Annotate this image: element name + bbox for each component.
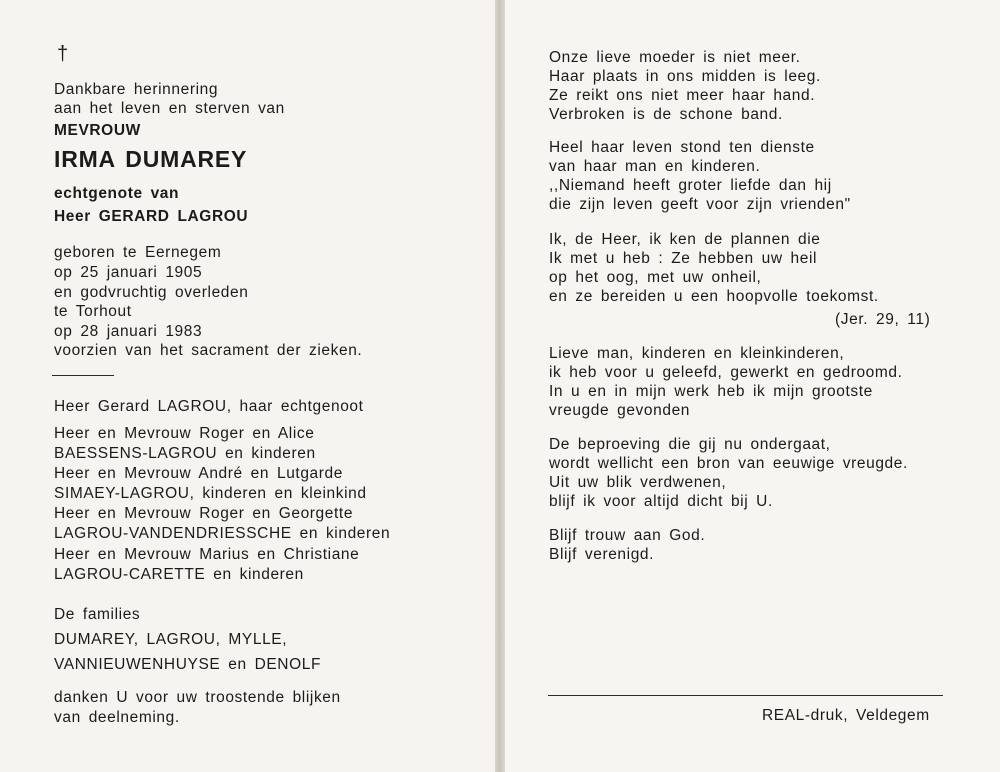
poem-line: ,,Niemand heeft groter liefde dan hij bbox=[549, 177, 832, 194]
fold-crease bbox=[495, 0, 505, 772]
poem-line: Haar plaats in ons midden is leeg. bbox=[549, 68, 821, 85]
family-line: Heer en Mevrouw Roger en Alice bbox=[54, 425, 315, 442]
poem-line: De beproeving die gij nu ondergaat, bbox=[549, 436, 831, 453]
life-line: op 28 januari 1983 bbox=[54, 323, 203, 340]
poem-line: In u en in mijn werk heb ik mijn grootste bbox=[549, 383, 873, 400]
families-line: De families bbox=[54, 606, 141, 623]
poem-line: wordt wellicht een bron van eeuwige vreugde. bbox=[549, 455, 908, 472]
bible-citation: (Jer. 29, 11) bbox=[835, 311, 931, 328]
family-line: SIMAEY-LAGROU, kinderen en kleinkind bbox=[54, 485, 367, 502]
footer-rule bbox=[548, 695, 943, 696]
left-panel bbox=[0, 0, 495, 772]
family-line: LAGROU-VANDENDRIESSCHE en kinderen bbox=[54, 525, 391, 542]
family-line: Heer en Mevrouw Roger en Georgette bbox=[54, 505, 354, 522]
poem-line: Lieve man, kinderen en kleinkinderen, bbox=[549, 345, 845, 362]
poem-line: ik heb voor u geleefd, gewerkt en gedroomd. bbox=[549, 364, 903, 381]
family-line: Heer en Mevrouw Marius en Christiane bbox=[54, 546, 360, 563]
poem-line: op het oog, met uw onheil, bbox=[549, 269, 762, 286]
intro-line: Dankbare herinnering bbox=[54, 81, 219, 98]
cross-symbol: † bbox=[57, 43, 69, 65]
life-line: geboren te Eernegem bbox=[54, 244, 222, 261]
family-line: Heer en Mevrouw André en Lutgarde bbox=[54, 465, 343, 482]
poem-line: Ze reikt ons niet meer haar hand. bbox=[549, 87, 816, 104]
poem-line: en ze bereiden u een hoopvolle toekomst. bbox=[549, 288, 879, 305]
families-line: VANNIEUWENHUYSE en DENOLF bbox=[54, 656, 322, 673]
poem-line: Ik, de Heer, ik ken de plannen die bbox=[549, 231, 821, 248]
life-line: voorzien van het sacrament der zieken. bbox=[54, 342, 363, 359]
honorific-title: MEVROUW bbox=[54, 122, 141, 139]
life-line: en godvruchtig overleden bbox=[54, 284, 249, 301]
divider bbox=[52, 375, 114, 376]
thanks-line: danken U voor uw troostende blijken bbox=[54, 689, 341, 706]
poem-line: Heel haar leven stond ten dienste bbox=[549, 139, 815, 156]
poem-line: Verbroken is de schone band. bbox=[549, 106, 783, 123]
right-panel bbox=[505, 0, 1000, 772]
printer-credit: REAL-druk, Veldegem bbox=[762, 707, 930, 724]
poem-line: van haar man en kinderen. bbox=[549, 158, 761, 175]
life-line: op 25 januari 1905 bbox=[54, 264, 203, 281]
life-line: te Torhout bbox=[54, 303, 132, 320]
spouse-intro: echtgenote van bbox=[54, 185, 180, 202]
family-line: LAGROU-CARETTE en kinderen bbox=[54, 566, 304, 583]
poem-line: vreugde gevonden bbox=[549, 402, 691, 419]
poem-line: Uit uw blik verdwenen, bbox=[549, 474, 727, 491]
poem-line: Onze lieve moeder is niet meer. bbox=[549, 49, 801, 66]
thanks-line: van deelneming. bbox=[54, 709, 180, 726]
poem-line: blijf ik voor altijd dicht bij U. bbox=[549, 493, 773, 510]
poem-line: die zijn leven geeft voor zijn vrienden" bbox=[549, 196, 851, 213]
spouse-name: Heer GERARD LAGROU bbox=[54, 208, 249, 225]
intro-line: aan het leven en sterven van bbox=[54, 100, 285, 117]
poem-line: Ik met u heb : Ze hebben uw heil bbox=[549, 250, 818, 267]
families-line: DUMAREY, LAGROU, MYLLE, bbox=[54, 631, 288, 648]
family-line: BAESSENS-LAGROU en kinderen bbox=[54, 445, 316, 462]
deceased-name: IRMA DUMAREY bbox=[54, 146, 248, 172]
poem-line: Blijf verenigd. bbox=[549, 546, 655, 563]
poem-line: Blijf trouw aan God. bbox=[549, 527, 706, 544]
family-line: Heer Gerard LAGROU, haar echtgenoot bbox=[54, 398, 364, 415]
